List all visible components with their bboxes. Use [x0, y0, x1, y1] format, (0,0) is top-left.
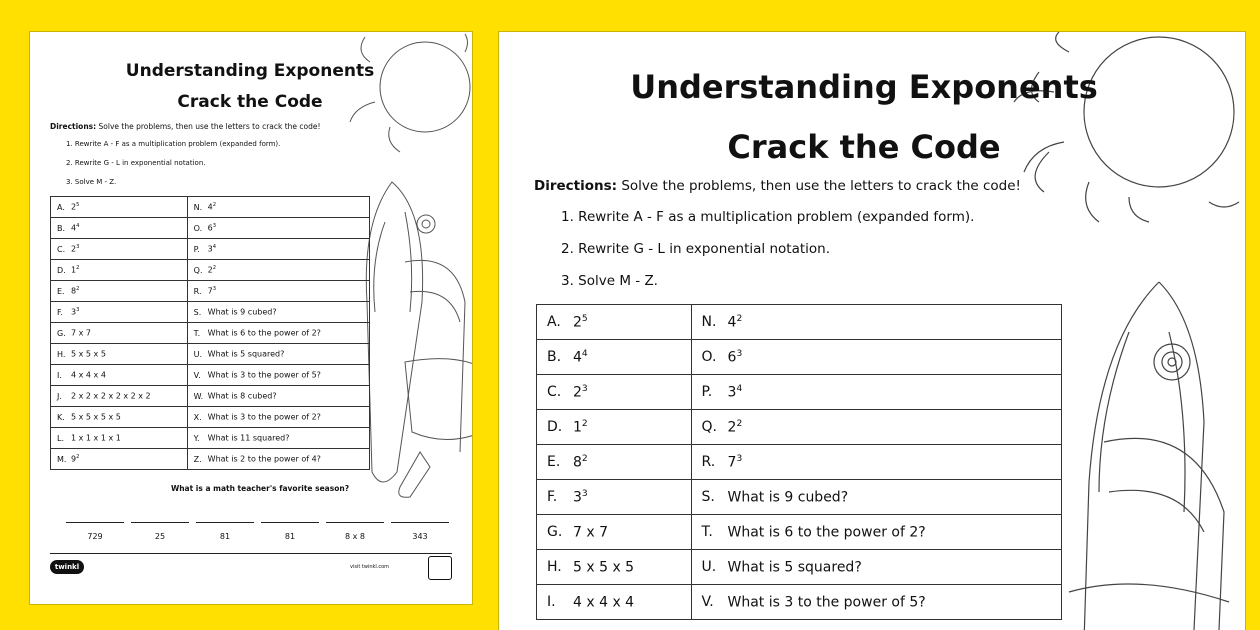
problem-letter: F.: [57, 307, 63, 317]
bucket-shape: [1069, 584, 1229, 602]
problem-expression: 5 x 5 x 5: [573, 559, 635, 576]
answer-clue: 729: [87, 532, 103, 541]
footer-url: visit twinkl.com: [350, 564, 390, 570]
table-row: [51, 449, 370, 470]
problem-expression: 7 x 7: [573, 524, 608, 541]
problem-expression: What is 11 squared?: [207, 433, 290, 443]
problem-cell-l: [51, 428, 188, 449]
problem-letter: G.: [547, 524, 563, 541]
problem-expression: 4 x 4 x 4: [573, 594, 635, 611]
problem-letter: B.: [57, 223, 66, 233]
riddle-question: What is a math teacher's favorite season?: [170, 484, 350, 493]
title-line-2: Crack the Code: [727, 128, 1001, 166]
worksheet-zoomed: [499, 32, 1245, 630]
table-row: [51, 260, 370, 281]
problem-cell-r: [691, 375, 1061, 410]
problem-expression: 2: [573, 384, 582, 401]
problem-cell-l: [537, 375, 692, 410]
twinkl-badge-icon: [428, 556, 452, 580]
problem-exponent: 2: [212, 202, 217, 209]
answer-blank-line[interactable]: [326, 522, 384, 523]
problem-cell-l: [51, 197, 188, 218]
problem-cell-l: [537, 305, 692, 340]
problem-letter: P.: [193, 244, 200, 254]
problem-letter: V.: [701, 594, 714, 611]
problems-table: [536, 304, 1062, 620]
problem-expression: 8: [573, 454, 582, 471]
problem-letter: I.: [57, 370, 62, 380]
problem-cell-l: [537, 445, 692, 480]
directions-text: Solve the problems, then use the letters to crack the code!: [96, 122, 321, 131]
problem-cell-r: [187, 407, 369, 428]
problem-cell-r: [187, 281, 369, 302]
table-row: [537, 410, 1062, 445]
problem-exponent: 3: [76, 244, 80, 251]
problem-letter: S.: [193, 307, 202, 317]
problem-exponent: 5: [581, 313, 588, 324]
table-row: [537, 585, 1062, 620]
problem-expression: 3: [71, 307, 77, 317]
problem-exponent: 3: [212, 223, 217, 230]
problem-cell-l: [537, 550, 692, 585]
problem-expression: 2: [573, 314, 582, 331]
problem-cell-r: [187, 197, 369, 218]
problem-expression: 4: [727, 314, 737, 331]
problem-letter: Q.: [193, 265, 203, 275]
problem-cell-l: [51, 218, 188, 239]
problem-exponent: 2: [581, 453, 588, 464]
problem-expression: What is 9 cubed?: [727, 489, 849, 506]
problem-exponent: 4: [736, 383, 743, 394]
table-row: [51, 428, 370, 449]
problem-expression: What is 5 squared?: [207, 349, 285, 359]
surfboard-shape: [366, 182, 422, 482]
problem-letter: A.: [547, 314, 561, 331]
problem-expression: 2: [207, 265, 213, 275]
problem-letter: L.: [57, 433, 64, 443]
table-row: [537, 340, 1062, 375]
answer-clue: 8 x 8: [345, 532, 365, 541]
table-row: [537, 480, 1062, 515]
problem-exponent: 2: [76, 265, 80, 272]
problem-letter: E.: [57, 286, 65, 296]
problem-exponent: 4: [581, 348, 588, 359]
problem-exponent: 5: [76, 202, 80, 209]
table-row: [51, 281, 370, 302]
problem-cell-r: [187, 323, 369, 344]
problem-expression: 4: [207, 202, 213, 212]
title-line-1: Understanding Exponents: [125, 61, 375, 81]
table-row: [537, 305, 1062, 340]
problem-letter: U.: [701, 559, 717, 576]
answer-clue: 81: [219, 532, 231, 541]
problem-expression: 2: [727, 419, 737, 436]
twinkl-logo: twinkl: [50, 560, 84, 574]
problem-letter: Q.: [701, 419, 717, 436]
problem-letter: Z.: [193, 454, 202, 464]
problem-expression: What is 9 cubed?: [207, 307, 277, 317]
problem-expression: What is 5 squared?: [727, 559, 862, 576]
problem-expression: 4 x 4 x 4: [71, 370, 106, 380]
problem-cell-l: [51, 386, 188, 407]
directions-text: Solve the problems, then use the letters to crack the code!: [617, 178, 1021, 194]
problem-cell-l: [537, 340, 692, 375]
problem-cell-r: [187, 218, 369, 239]
step-2: 2. Rewrite G - L in exponential notation.: [561, 241, 831, 257]
problem-letter: C.: [547, 384, 562, 401]
problem-cell-r: [187, 344, 369, 365]
problem-exponent: 2: [76, 454, 80, 461]
table-row: [51, 323, 370, 344]
problem-expression: 2: [71, 202, 77, 212]
problem-letter: J.: [57, 391, 62, 401]
problem-expression: 7: [727, 454, 737, 471]
problem-cell-l: [537, 410, 692, 445]
step-1: 1. Rewrite A - F as a multiplication problem (expanded form).: [561, 209, 975, 225]
problem-exponent: 3: [212, 286, 217, 293]
problem-letter: P.: [701, 384, 713, 401]
footer-divider: [50, 553, 452, 554]
problem-exponent: 3: [76, 307, 80, 314]
table-row: [537, 445, 1062, 480]
problem-letter: C.: [57, 244, 66, 254]
directions: [534, 178, 1021, 194]
problem-cell-l: [51, 407, 188, 428]
problem-letter: U.: [193, 349, 203, 359]
problem-expression: 1 x 1 x 1 x 1: [71, 433, 121, 443]
problem-letter: R.: [701, 454, 716, 471]
answer-clue: 81: [284, 532, 296, 541]
problem-cell-l: [51, 260, 188, 281]
table-row: [51, 197, 370, 218]
title-line-2: Crack the Code: [177, 92, 323, 112]
shell-icon: [1154, 344, 1190, 380]
problem-letter: V.: [193, 370, 201, 380]
problem-letter: S.: [701, 489, 715, 506]
problem-expression: 3: [727, 384, 737, 401]
table-row: [537, 550, 1062, 585]
title-line-1: Understanding Exponents: [630, 68, 1098, 106]
problem-cell-l: [51, 449, 188, 470]
problem-expression: What is 2 to the power of 4?: [207, 454, 321, 464]
table-row: [51, 344, 370, 365]
problem-cell-r: [691, 585, 1061, 620]
step-1: 1. Rewrite A - F as a multiplication problem (expanded form).: [66, 140, 281, 148]
problem-expression: 1: [573, 419, 582, 436]
surfboard-shape: [1084, 282, 1159, 630]
answer-blank-line[interactable]: [391, 522, 449, 523]
table-row: [51, 239, 370, 260]
problem-letter: N.: [701, 314, 717, 331]
problem-letter: X.: [193, 412, 202, 422]
problem-exponent: 2: [736, 313, 743, 324]
problem-letter: D.: [547, 419, 563, 436]
problem-letter: O.: [701, 349, 717, 366]
problem-letter: M.: [57, 454, 67, 464]
step-2: 2. Rewrite G - L in exponential notation.: [66, 159, 206, 167]
problem-cell-l: [51, 365, 188, 386]
problem-expression: 7 x 7: [71, 328, 91, 338]
problem-expression: 3: [207, 244, 213, 254]
problem-letter: F.: [547, 489, 558, 506]
problem-cell-r: [691, 550, 1061, 585]
problem-expression: What is 3 to the power of 5?: [727, 594, 926, 611]
problem-letter: B.: [547, 349, 562, 366]
problem-expression: What is 6 to the power of 2?: [727, 524, 926, 541]
problem-expression: 5 x 5 x 5: [71, 349, 106, 359]
problem-expression: 3: [573, 489, 582, 506]
problem-cell-r: [691, 445, 1061, 480]
table-row: [537, 515, 1062, 550]
directions-label: Directions:: [534, 178, 618, 194]
problem-expression: 9: [71, 454, 77, 464]
answer-clue: 25: [154, 532, 166, 541]
problem-expression: 6: [727, 349, 737, 366]
problem-expression: 6: [207, 223, 213, 233]
problem-exponent: 2: [212, 265, 217, 272]
problem-letter: I.: [547, 594, 556, 611]
problem-letter: G.: [57, 328, 66, 338]
table-row: [51, 407, 370, 428]
spade-shape: [399, 452, 430, 497]
problem-cell-l: [51, 344, 188, 365]
table-row: [537, 375, 1062, 410]
problem-letter: N.: [193, 202, 203, 212]
problem-cell-r: [187, 260, 369, 281]
shell-icon: [417, 215, 435, 233]
problem-expression: 5 x 5 x 5 x 5: [71, 412, 121, 422]
table-row: [51, 218, 370, 239]
problem-letter: R.: [193, 286, 202, 296]
problem-exponent: 3: [581, 383, 588, 394]
problem-expression: What is 3 to the power of 2?: [207, 412, 321, 422]
problem-cell-l: [51, 239, 188, 260]
problem-cell-l: [51, 281, 188, 302]
problem-cell-r: [187, 386, 369, 407]
problem-exponent: 2: [581, 418, 588, 429]
problem-exponent: 4: [76, 223, 80, 230]
problem-exponent: 3: [736, 348, 743, 359]
problem-expression: 4: [573, 349, 582, 366]
problem-cell-r: [691, 410, 1061, 445]
answer-clue: 343: [412, 532, 428, 541]
answer-blank-line[interactable]: [131, 522, 189, 523]
problem-expression: 8: [71, 286, 77, 296]
problem-letter: D.: [57, 265, 66, 275]
problem-cell-r: [187, 302, 369, 323]
answer-blank-line[interactable]: [196, 522, 254, 523]
problem-cell-l: [537, 585, 692, 620]
table-row: [51, 386, 370, 407]
problem-expression: What is 3 to the power of 5?: [207, 370, 321, 380]
sun-icon: [1084, 37, 1234, 187]
directions: [50, 122, 321, 131]
table-row: [51, 302, 370, 323]
problem-cell-r: [187, 365, 369, 386]
answer-blank-line[interactable]: [261, 522, 319, 523]
problem-expression: 7: [207, 286, 213, 296]
problem-letter: H.: [57, 349, 66, 359]
directions-label: Directions:: [50, 122, 97, 131]
problem-letter: H.: [547, 559, 562, 576]
problem-letter: O.: [193, 223, 203, 233]
problem-expression: 4: [71, 223, 77, 233]
problem-letter: K.: [57, 412, 65, 422]
step-3: 3. Solve M - Z.: [66, 178, 117, 186]
problem-letter: T.: [193, 328, 201, 338]
step-3: 3. Solve M - Z.: [561, 273, 658, 289]
problem-expression: 1: [71, 265, 77, 275]
problem-expression: 2: [71, 244, 77, 254]
problem-exponent: 4: [212, 244, 217, 251]
problem-cell-r: [187, 239, 369, 260]
problem-letter: A.: [57, 202, 65, 212]
problem-cell-r: [187, 428, 369, 449]
table-row: [51, 365, 370, 386]
problem-exponent: 3: [736, 453, 743, 464]
problem-cell-r: [691, 340, 1061, 375]
problem-cell-r: [187, 449, 369, 470]
problem-cell-r: [691, 480, 1061, 515]
problem-exponent: 2: [736, 418, 743, 429]
problem-letter: E.: [547, 454, 561, 471]
problem-exponent: 3: [581, 488, 588, 499]
problem-cell-l: [51, 323, 188, 344]
answer-blank-line[interactable]: [66, 522, 124, 523]
problem-cell-r: [691, 515, 1061, 550]
problem-cell-l: [51, 302, 188, 323]
problem-exponent: 2: [76, 286, 80, 293]
problem-letter: Y.: [193, 433, 200, 443]
problem-letter: T.: [701, 524, 713, 541]
worksheet-thumbnail: [30, 32, 472, 604]
problem-cell-r: [691, 305, 1061, 340]
problems-table: [50, 196, 370, 470]
problem-expression: 2 x 2 x 2 x 2 x 2 x 2: [71, 391, 151, 401]
problem-cell-l: [537, 480, 692, 515]
problem-expression: What is 8 cubed?: [207, 391, 277, 401]
problem-letter: W.: [193, 391, 204, 401]
problem-expression: What is 6 to the power of 2?: [207, 328, 321, 338]
problem-cell-l: [537, 515, 692, 550]
